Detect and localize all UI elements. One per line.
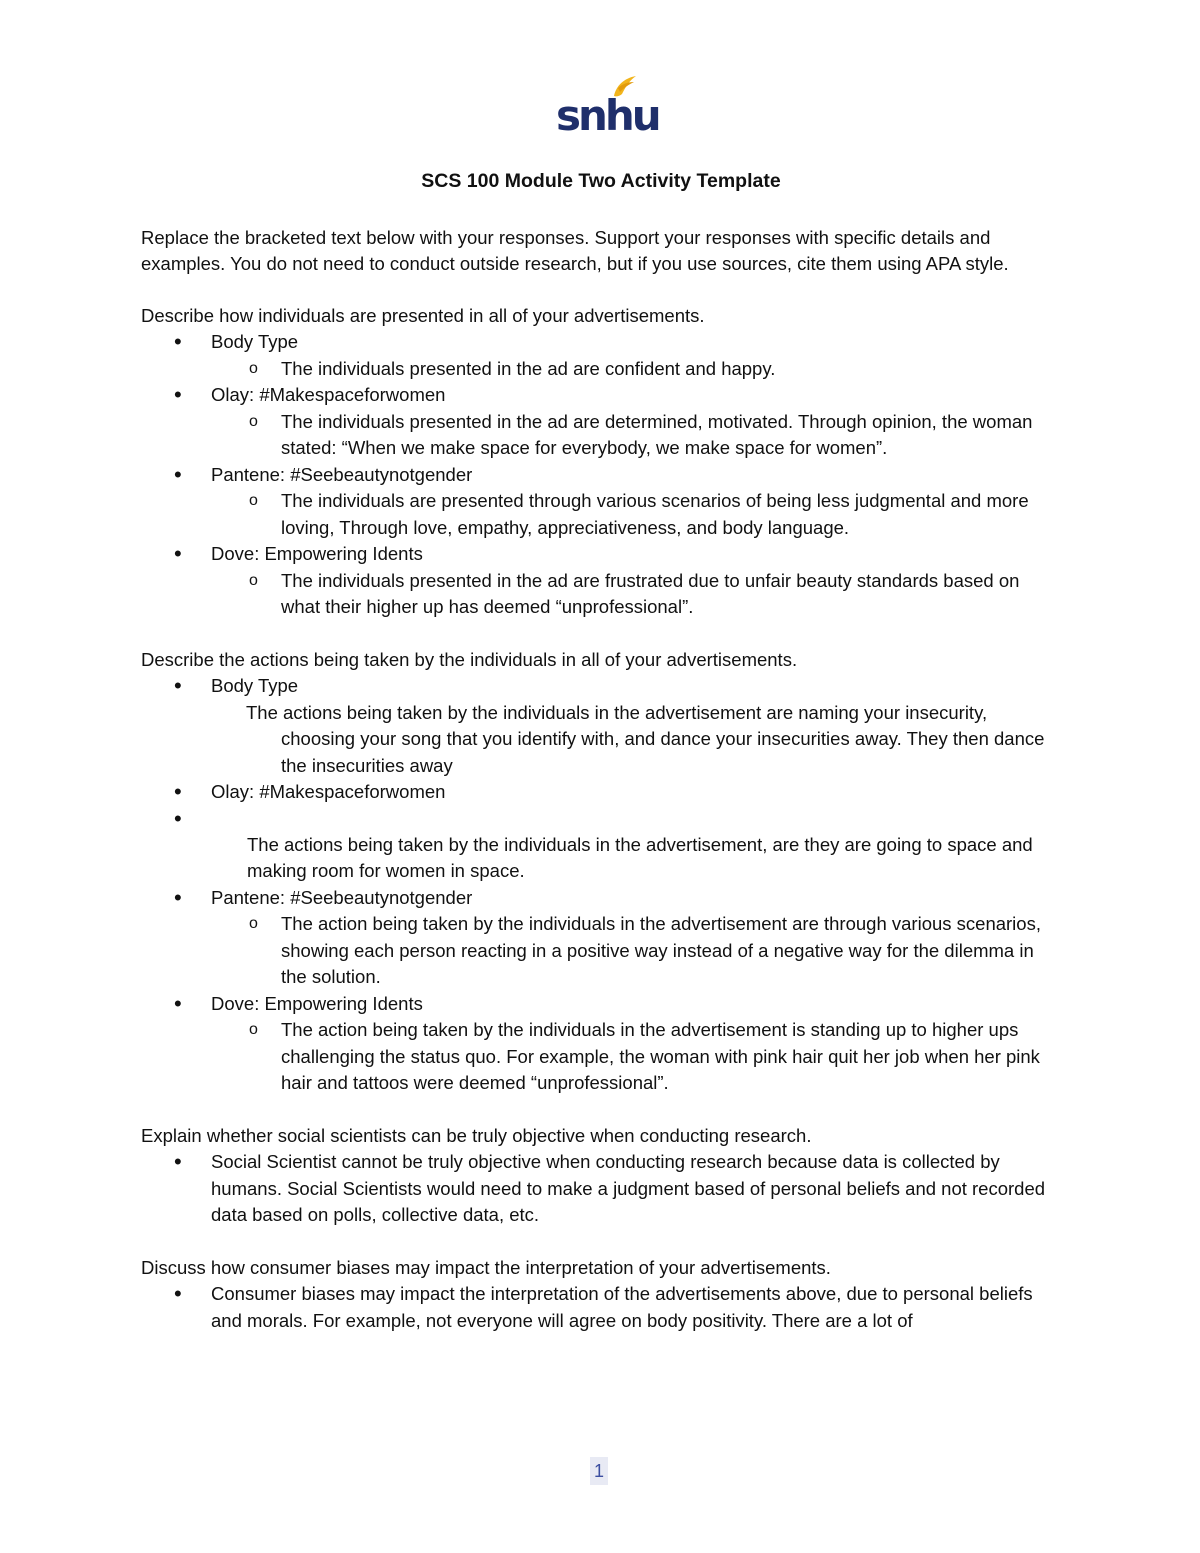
indented-paragraph: The actions being taken by the individuals in the advertisement, are they are going to space and making room for women in space.: [247, 833, 1033, 881]
snhu-logo: [556, 74, 659, 140]
section-presentation: [141, 303, 1061, 621]
document-body: [141, 168, 1061, 1360]
section-actions: [141, 647, 1061, 1097]
sub-list-item: o The individuals are presented through various scenarios of being less judgmental and more loving, Through love, empathy, appreciativeness, and body language.: [211, 488, 1061, 541]
question-objectivity: Explain whether social scientists can be truly objective when conducting research.: [141, 1124, 812, 1146]
page-number: 1: [590, 1457, 608, 1485]
list-item: • Dove: Empowering Idents o The individuals presented in the ad are frustrated due to unfair beauty standards based on what their higher up has deemed “unprofessional”.: [141, 541, 1061, 621]
sub-list-item: o The individuals presented in the ad are determined, motivated. Through opinion, the woman stated: “When we make space for everybody, we make space for women”.: [211, 409, 1061, 462]
svg-text:snhu: snhu: [556, 91, 659, 140]
list-item: • Consumer biases may impact the interpretation of the advertisements above, due to personal beliefs and morals. For example, not everyone will agree on body positivity. There are a lot of: [141, 1281, 1061, 1334]
list-item: • Social Scientist cannot be truly objective when conducting research because data is collected by humans. Social Scientists would need to make a judgment based of personal beliefs and not recorded data based on polls, collective data, etc.: [141, 1149, 1061, 1229]
section-objectivity: [141, 1123, 1061, 1229]
list-item: • Olay: #Makespaceforwomen o The individuals presented in the ad are determined, motivated. Through opinion, the woman stated: “When we make space for everybody, we make space for women”.: [141, 382, 1061, 462]
sub-list-item: o The individuals presented in the ad are frustrated due to unfair beauty standards based on what their higher up has deemed “unprofessional”.: [211, 568, 1061, 621]
list-item: • Dove: Empowering Idents o The action being taken by the individuals in the advertisement is standing up to higher ups challenging the status quo. For example, the woman with pink hair quit her job when her pink hair and tattoos were deemed “unprofessional”.: [141, 991, 1061, 1097]
list-item: • Pantene: #Seebeautynotgender o The action being taken by the individuals in the advertisement are through various scenarios, showing each person reacting in a positive way instead of a negative way for the dilemma in the solution.: [141, 885, 1061, 991]
empty-list-item: [141, 806, 1061, 832]
list-item: • Body Type The actions being taken by the individuals in the advertisement are naming your insecurity, choosing your song that you identify with, and dance your insecurities away. They then dance the insecurities away: [141, 673, 1061, 779]
list-item: • Pantene: #Seebeautynotgender o The individuals are presented through various scenarios of being less judgmental and more loving, Through love, empathy, appreciativeness, and body language.: [141, 462, 1061, 542]
intro-paragraph: Replace the bracketed text below with your responses. Support your responses with specific details and examples. You do not need to conduct outside research, but if you use sources, cite them using APA style.: [141, 226, 1009, 274]
section-biases: [141, 1255, 1061, 1335]
question-actions: Describe the actions being taken by the individuals in all of your advertisements.: [141, 648, 798, 670]
document-title: SCS 100 Module Two Activity Template: [421, 170, 781, 192]
sub-list-item: o The action being taken by the individuals in the advertisement are through various scenarios, showing each person reacting in a positive way instead of a negative way for the dilemma in the solution.: [211, 911, 1061, 991]
question-presentation: Describe how individuals are presented in all of your advertisements.: [141, 304, 705, 326]
list-item: • Body Type o The individuals presented in the ad are confident and happy.: [141, 329, 1061, 382]
question-biases: Discuss how consumer biases may impact the interpretation of your advertisements.: [141, 1256, 831, 1278]
sub-list-item: o The individuals presented in the ad are confident and happy.: [211, 356, 1061, 383]
list-item: • Olay: #Makespaceforwomen: [141, 779, 1061, 806]
indented-paragraph: The actions being taken by the individuals in the advertisement are naming your insecurity, choosing your song that you identify with, and dance your insecurities away. They then dance the insecurities away: [246, 701, 1045, 776]
sub-list-item: o The action being taken by the individuals in the advertisement is standing up to higher ups challenging the status quo. For example, the woman with pink hair quit her job when her pink hair and tattoos were deemed “unprofessional”.: [211, 1017, 1061, 1097]
